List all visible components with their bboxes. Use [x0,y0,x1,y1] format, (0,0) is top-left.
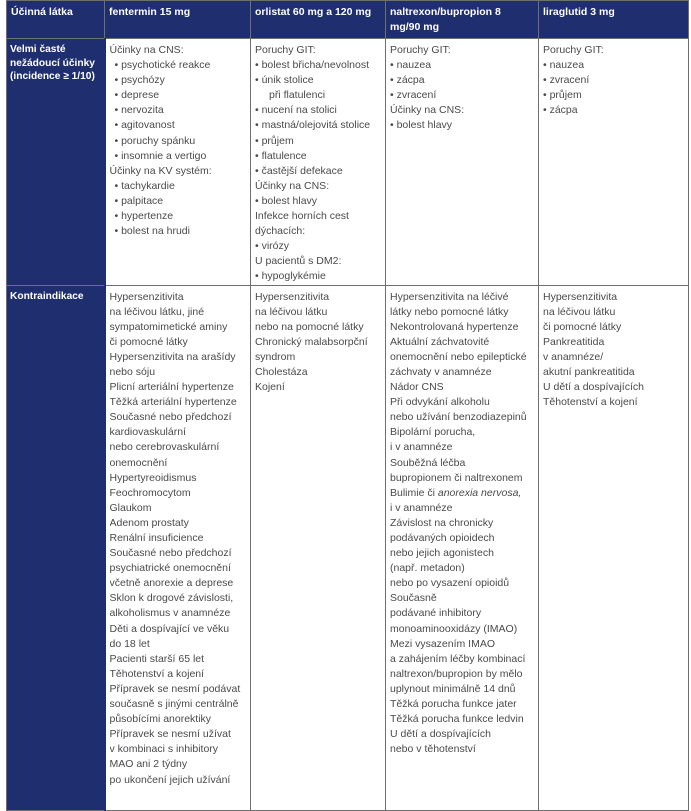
cell-line: na léčivou látku, jiné [109,305,205,318]
cell-line: Adenom prostaty [109,516,189,529]
cell-line: nebo po vysazení opioidů [390,577,510,590]
cell-line: syndrom [255,350,296,363]
cell-line: • palpitace [114,194,164,207]
cell-line: Hypertyreoidismus [109,471,197,484]
cell-line: Sklon k drogové závislosti, [109,592,234,605]
cell-line: • průjem [255,134,294,147]
cell-line: • bolest hlavy [390,119,453,132]
cell-line: Účinky na CNS: [390,104,465,117]
cell-line: • zvracení [543,74,590,87]
cell-line: Účinky na CNS: [255,179,330,192]
cell-line: alkoholismus v anamnéze [109,607,231,620]
cell-line: Nádor CNS [390,381,444,394]
cell-naltrexon-adverse [386,39,539,286]
cell-line: • nucení na stolici [255,104,337,117]
cell-line: monoaminooxidázy (IMAO) [390,622,518,635]
cell-liraglutid-adverse [539,39,689,286]
cell-line: Bipolární porucha, [390,426,476,439]
cell-line: nebo v těhotenství [390,743,476,756]
cell-line-text: Bulimie či [390,486,438,499]
cell-line: záchvaty v anamnéze [390,365,492,378]
cell-line: Těhotenství a kojení [109,667,205,680]
cell-line: a zahájením léčby kombinací [390,652,526,665]
cell-line: U dětí a dospívajících [543,381,644,394]
header-naltrexon-bupropion: naltrexon/bupropion 8 mg/90 mg [386,1,539,39]
cell-line: dýchacích: [255,225,306,238]
cell-line: nebo sóju [109,365,156,378]
row-label-contraindications: Kontraindikace [7,285,105,810]
cell-line: • virózy [255,240,290,253]
cell-line: Účinky na KV systém: [109,164,212,177]
cell-line: či pomocné látky [543,320,622,333]
cell-line: nebo na pomocné látky [255,320,364,333]
cell-line: na léčivou látku [543,305,616,318]
cell-liraglutid-contra [539,285,689,810]
cell-line: U dětí a dospívajících [390,728,491,741]
cell-orlistat-adverse [251,39,386,286]
cell-line: v kombinaci s inhibitory [109,743,219,756]
cell-naltrexon-contra [386,285,539,810]
cell-line: Těhotenství a kojení [543,396,638,409]
row-contraindications [7,285,689,810]
cell-line: • únik stolice [255,74,314,87]
cell-line: • hypoglykémie [255,270,326,283]
drug-comparison-table [6,0,689,811]
cell-fentermin-contra [105,285,251,810]
cell-line: nebo jejich agonistech [390,547,494,560]
cell-line: • zvracení [390,89,437,102]
cell-line: • průjem [543,89,582,102]
cell-line: akutní pankreatitida [543,365,635,378]
cell-line: • deprese [114,89,160,102]
cell-line: Při odvykání alkoholu [390,396,490,409]
cell-line: nebo cerebrovaskulární [109,441,220,454]
cell-line: Současné nebo předchozí [109,411,232,424]
cell-line: • hypertenze [114,210,174,223]
cell-line: U pacientů s DM2: [255,255,342,268]
cell-line-italic: anorexia nervosa, [437,486,522,499]
cell-line: naltrexon/bupropion by mělo [390,667,523,680]
cell-line: Renální insuficience [109,532,204,544]
cell-line: kardiovaskulární [109,426,186,439]
cell-line: onemocnění [109,456,168,469]
cell-line: uplynout minimálně 14 dnů [390,682,516,695]
cell-line: • nauzea [543,59,585,72]
cell-line: • psychotické reakce [114,59,211,72]
cell-line: • zácpa [390,74,425,87]
cell-line: Přípravek se nesmí podávat [109,682,241,695]
header-active-substance: Účinná látka [7,1,105,39]
cell-orlistat-contra [251,285,386,810]
cell-line: při flatulenci [269,89,326,102]
header-liraglutid: liraglutid 3 mg [539,1,689,39]
cell-line: Hypersenzitivita [255,290,330,303]
header-row [7,1,689,39]
cell-line: (např. metadon) [390,562,465,575]
cell-line: do 18 let [109,637,150,650]
cell-line: nebo užívání benzodiazepinů [390,411,527,424]
cell-line: • insomnie a vertigo [114,149,207,162]
cell-line: i v anamnéze [390,501,453,514]
cell-line: • nervozita [114,104,164,117]
cell-line: včetně anorexie a deprese [109,577,234,590]
cell-line: • tachykardie [114,179,175,192]
cell-line: Hypersenzitivita na léčivé [390,290,509,303]
cell-line: i v anamnéze [390,441,453,454]
cell-line: Těžká arteriální hypertenze [109,396,237,409]
header-fentermin: fentermin 15 mg [105,1,251,39]
cell-line: Poruchy GIT: [543,44,604,56]
cell-line: Cholestáza [255,365,308,378]
cell-line: podávané inhibitory [390,607,482,620]
cell-line: působícími anorektiky [109,713,212,726]
header-orlistat: orlistat 60 mg a 120 mg [251,1,386,39]
cell-line: Souběžná léčba [390,456,466,469]
cell-line: na léčivou látku [255,305,328,318]
cell-line: Poruchy GIT: [255,44,316,56]
cell-line: Mezi vysazením IMAO [390,637,496,650]
cell-line: Pankreatitida [543,335,605,348]
cell-line: • zácpa [543,104,578,117]
cell-line: Feochromocytom [109,486,191,499]
cell-line: bupropionem či naltrexonem [390,471,523,484]
cell-line: látky nebo pomocné látky [390,305,509,318]
cell-line: • nauzea [390,59,432,72]
cell-line: psychiatrické onemocnění [109,562,231,575]
cell-line: Glaukom [109,501,152,514]
cell-fentermin-adverse [105,39,251,286]
cell-line: sympatomimetické aminy [109,320,228,333]
cell-line: v anamnéze/ [543,350,604,363]
cell-line: • častější defekace [255,164,343,177]
cell-line: Hypersenzitivita [109,290,184,303]
cell-line: onemocnění nebo epileptické [390,350,527,363]
cell-line: • mastná/olejovitá stolice [255,119,371,132]
cell-line: Kojení [255,381,285,394]
cell-line: Účinky na CNS: [109,44,184,56]
cell-line: současně s jinými centrálně [109,698,239,711]
row-label-adverse-effects: Velmi časté nežádoucí účinky (incidence ≥ 1/10) [7,39,105,286]
cell-line: Nekontrolovaná hypertenze [390,320,519,333]
cell-line: • flatulence [255,149,307,162]
cell-line: Hypersenzitivita [543,290,618,303]
cell-line: Současné nebo předchozí [109,547,232,560]
cell-line: • psychózy [114,74,165,87]
cell-line: podávaných opioidech [390,532,495,544]
cell-line: či pomocné látky [109,335,188,348]
cell-line: Infekce horních cest [255,210,349,223]
cell-line: MAO ani 2 týdny [109,758,188,771]
cell-line: Těžká porucha funkce jater [390,698,517,711]
cell-line: Děti a dospívající ve věku [109,622,230,635]
cell-line [390,486,534,501]
cell-line: • poruchy spánku [114,134,196,147]
cell-line: Těžká porucha funkce ledvin [390,713,524,726]
cell-line: • bolest hlavy [255,194,318,207]
cell-line: • bolest na hrudi [114,225,190,238]
cell-line: Přípravek se nesmí užívat [109,728,231,741]
cell-line: Současně [390,592,437,605]
cell-line: Hypersenzitivita na arašídy [109,350,236,363]
cell-line: Aktuální záchvatovité [390,335,490,348]
cell-line: Závislost na chronicky [390,516,494,529]
cell-line: Pacienti starší 65 let [109,652,205,665]
cell-line: po ukončení jejich užívání [109,773,231,786]
row-adverse-effects [7,39,689,286]
cell-line: Plicní arteriální hypertenze [109,381,234,394]
cell-line: • agitovanost [114,119,175,132]
cell-line: Poruchy GIT: [390,44,451,56]
cell-line: Chronický malabsorpční [255,335,368,348]
cell-line: • bolest břicha/nevolnost [255,59,369,72]
